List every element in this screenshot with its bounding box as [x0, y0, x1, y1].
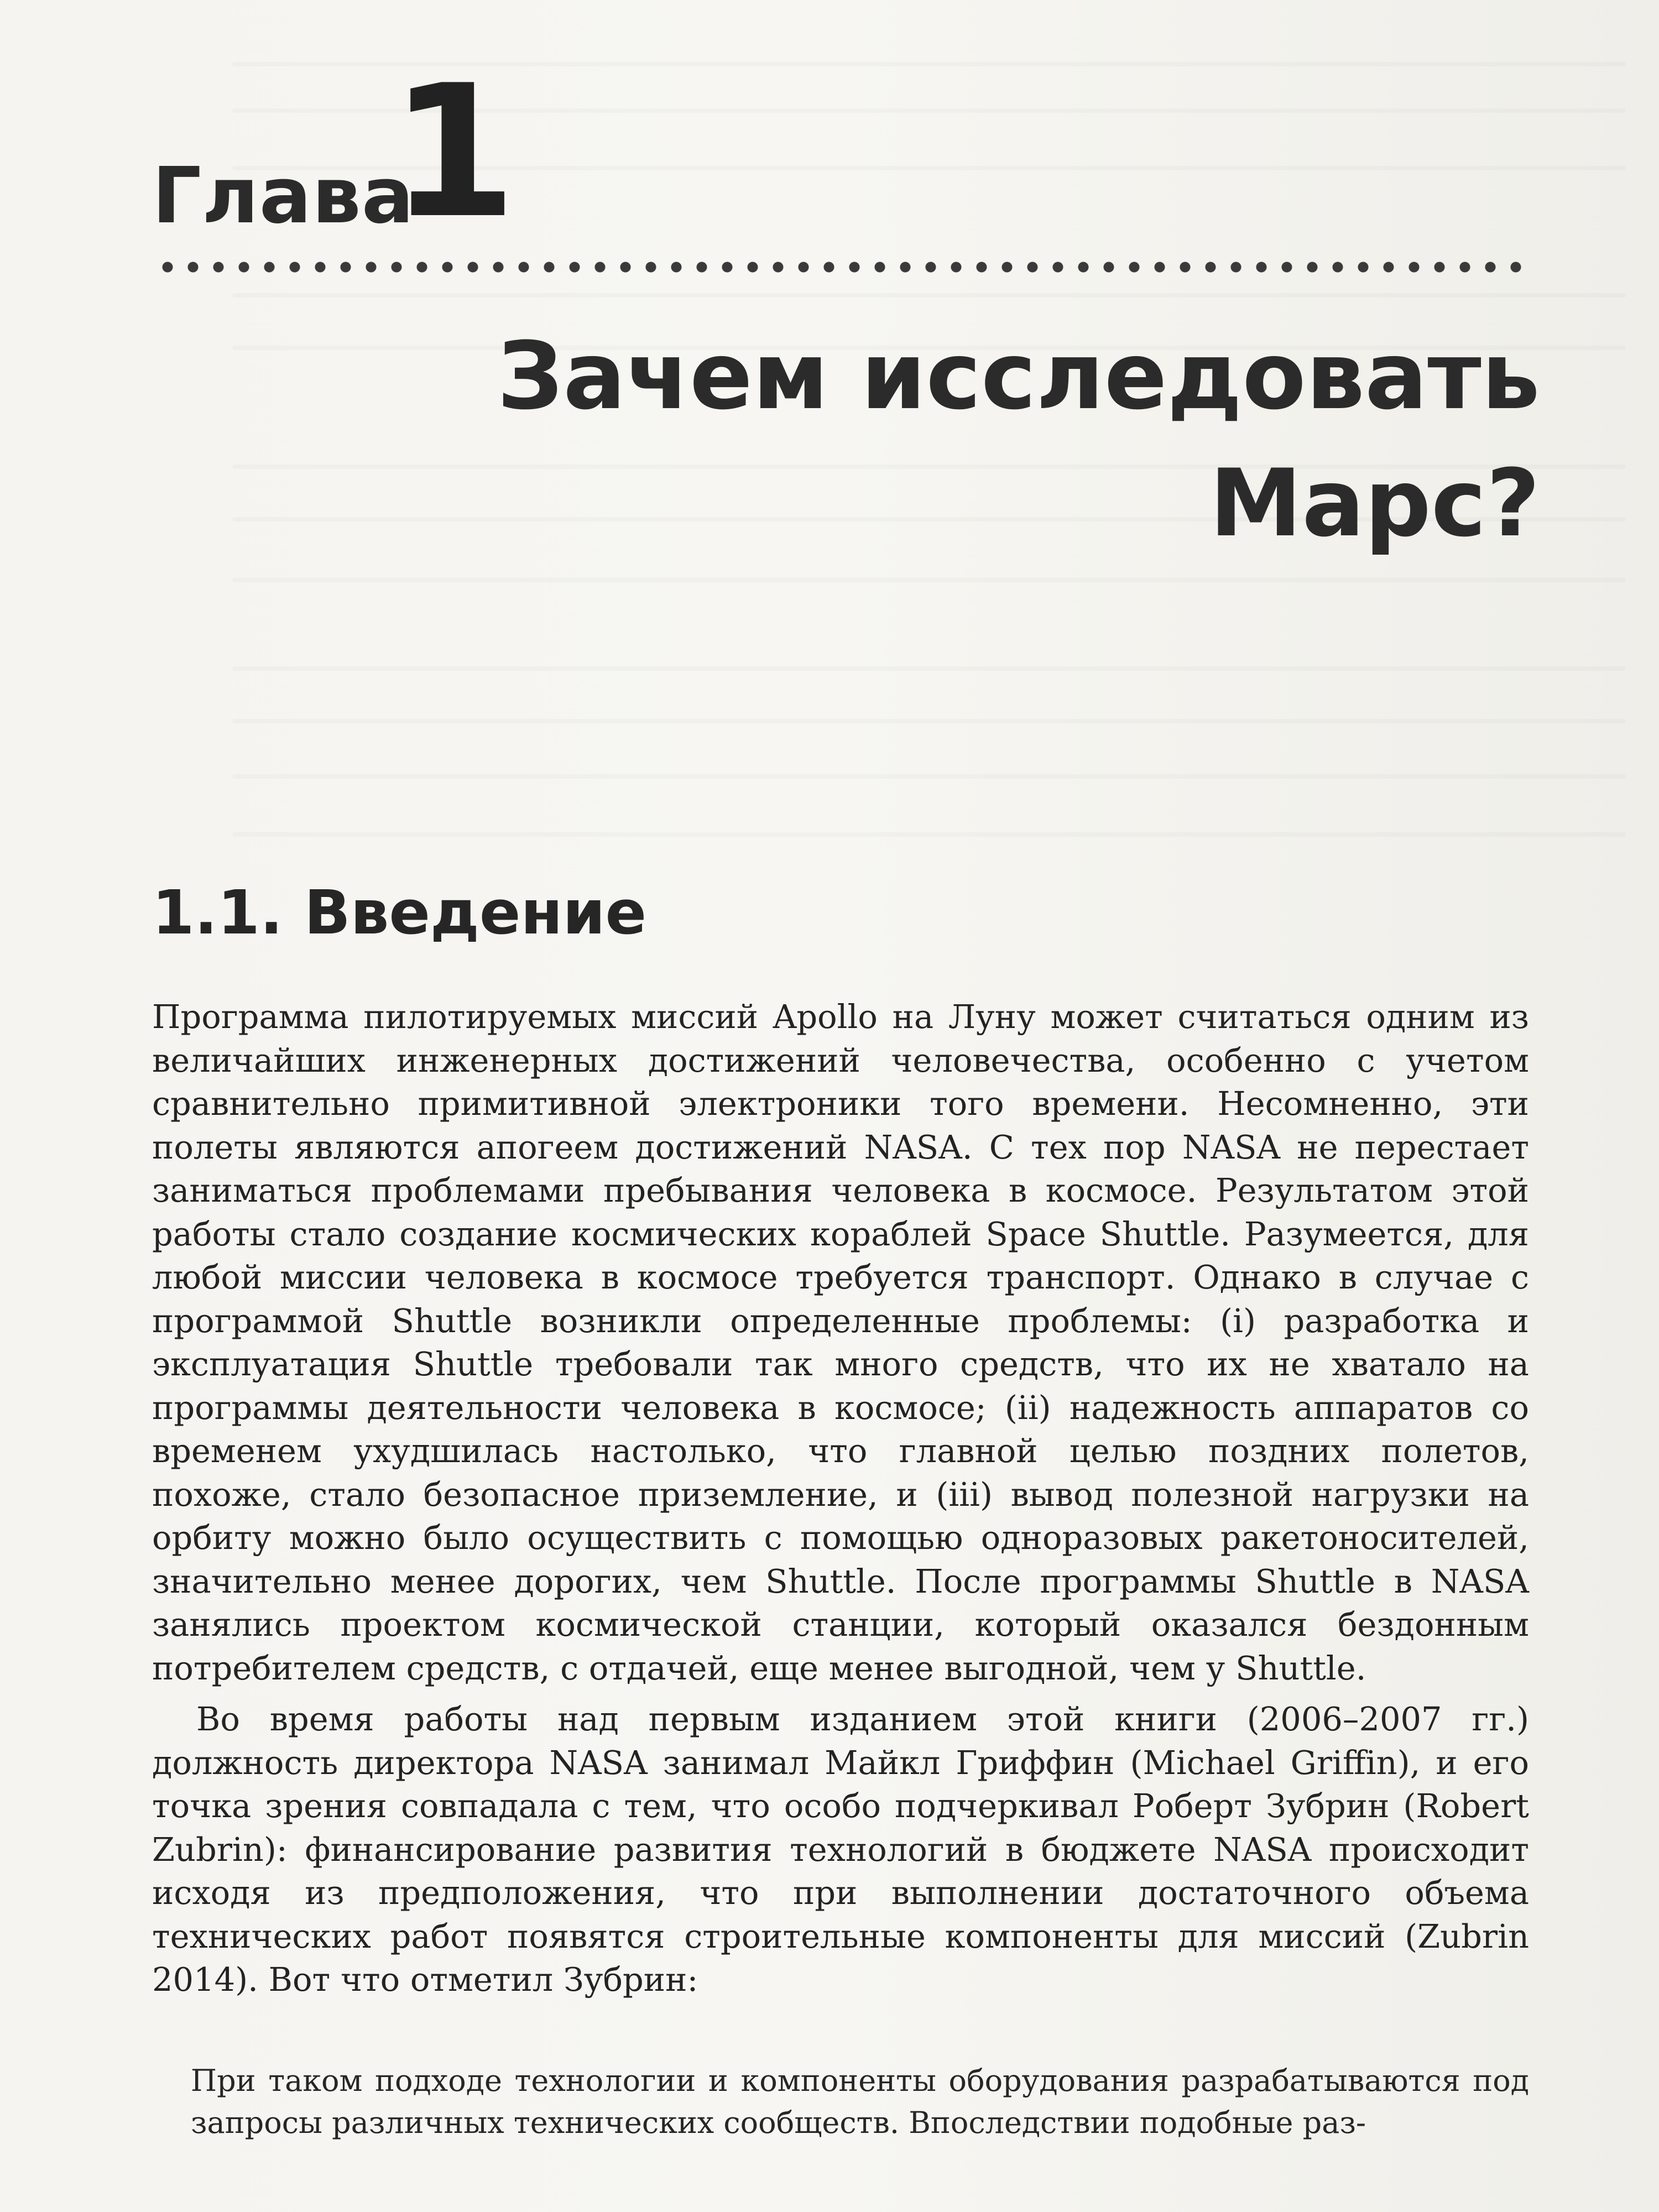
section-title: 1.1. Введение	[152, 877, 647, 948]
quote-text: При таком подходе технологии и компоненты оборудования разрабатываются под запросы различных технических сообществ. Впоследствии подобные раз-	[191, 2063, 1529, 2140]
bleed-through-line	[232, 774, 1626, 779]
paragraph: Программа пилотируемых миссий Apollo на Луну может считаться одним из величайших инженерных достижений человечества, особенно с учетом сравнительно примитивной электроники того времени. Несомненно, эти полеты являются апогеем достижений NASA. С тех пор NASA не перестает заниматься проблемами пребывания человека в космосе. Результатом этой работы стало создание космических кораблей Space Shuttle. Разумеется, для любой миссии человека в космосе требуется транспорт. Однако в случае с программой Shuttle возникли определенные проблемы: (i) разработка и эксплуатация Shuttle требовали так много средств, что их не хватало на программы деятельности человека в космосе; (ii) надежность аппаратов со временем ухудшилась настолько, что главной целью поздних полетов, похоже, стало безопасное приземление, и (iii) вывод полезной нагрузки на орбиту можно было осуществить с помощью одноразовых ракетоносителей, значительно менее дорогих, чем Shuttle. После программы Shuttle в NASA занялись проектом космической станции, который оказался бездонным потребителем средств, с отдачей, еще менее выгодной, чем у Shuttle.	[152, 998, 1529, 1687]
chapter-title: Зачем исследовать Марс?	[497, 322, 1540, 557]
chapter-number: 1	[390, 46, 517, 258]
bleed-through-line	[232, 578, 1626, 582]
bleed-through-line	[232, 293, 1626, 298]
bleed-through-line	[232, 719, 1626, 723]
chapter-label: Глава	[152, 151, 415, 241]
bleed-through-line	[232, 666, 1626, 671]
bleed-through-line	[232, 832, 1626, 837]
chapter-heading	[152, 46, 1568, 258]
paragraph: Во время работы над первым изданием этой книги (2006–2007 гг.) должность директора NASA занимал Майкл Гриффин (Michael Griffin), и его точка зрения совпадала с тем, что особо подчеркивал Роберт Зубрин (Robert Zubrin): финансирование развития технологий в бюджете NASA происходит исходя из предположения, что при выполнении достаточного объема технических работ появятся строительные компоненты для миссий (Zubrin 2014). Вот что отметил Зубрин:	[152, 1700, 1529, 1999]
dotted-divider	[155, 260, 1532, 274]
body-text	[152, 995, 1529, 2010]
block-quote	[191, 2060, 1529, 2144]
